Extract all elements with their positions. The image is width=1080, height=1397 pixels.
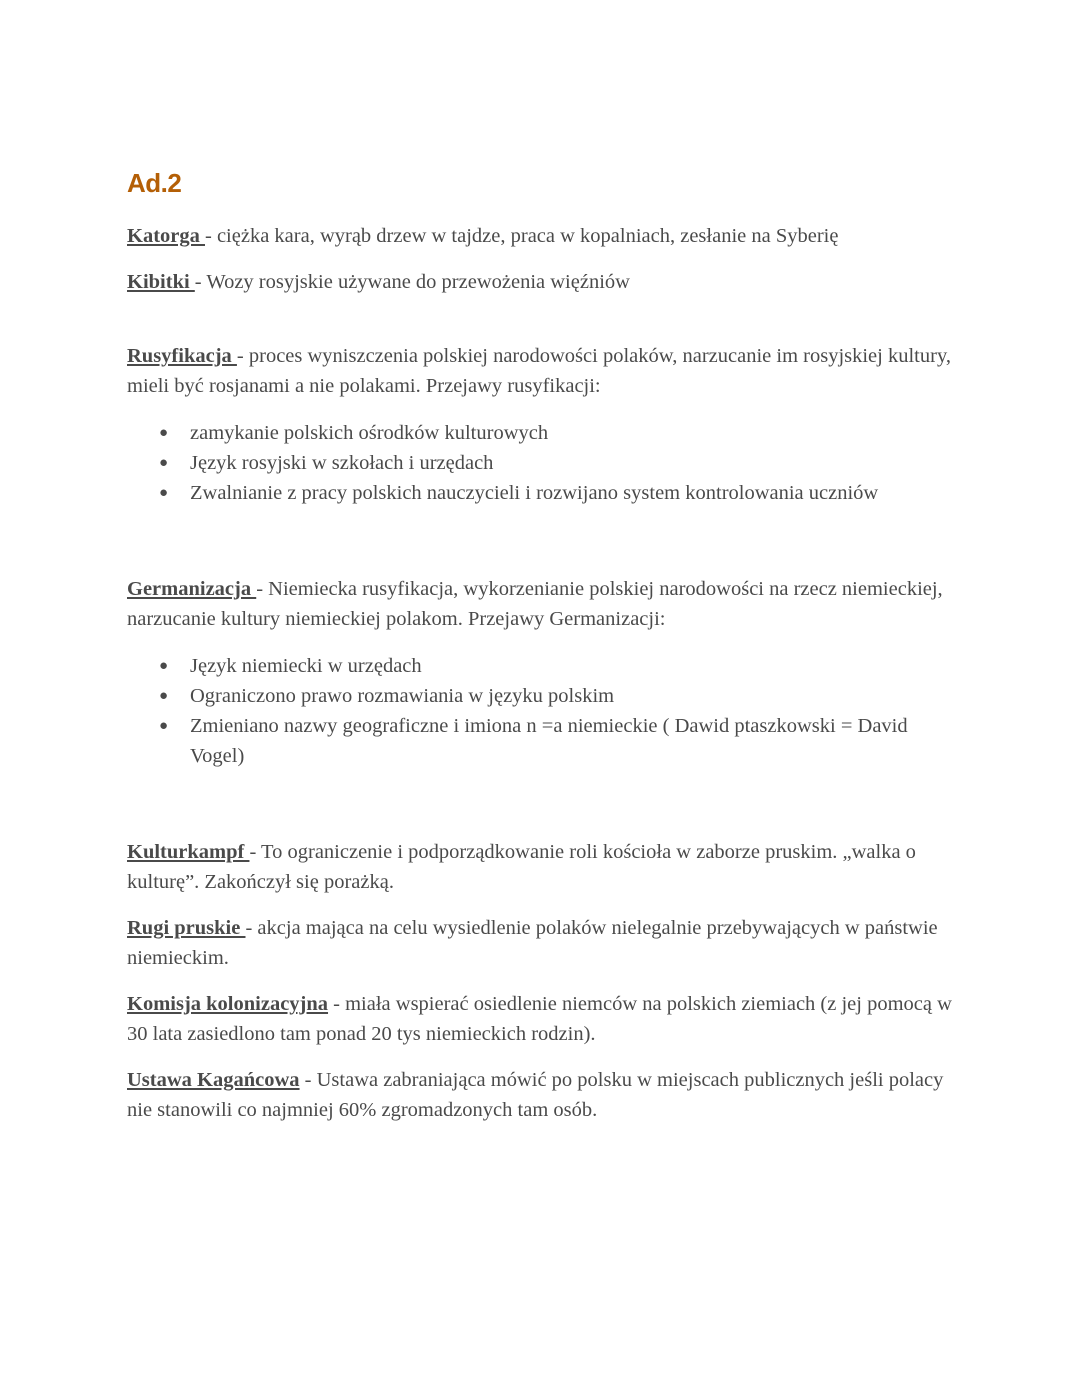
- document-page: [127, 165, 952, 1125]
- definition-text: - Niemiecka rusyfikacja, wykorzenianie polskiej narodowości na rzecz niemieckiej, narzucanie kultury niemieckiej polakom. Przejawy Germanizacji:: [127, 578, 943, 630]
- bullet-icon: ●: [159, 455, 169, 471]
- term-kulturkampf: Kulturkampf: [127, 841, 250, 863]
- bullet-icon: ●: [159, 658, 169, 674]
- definition-text: - ciężka kara, wyrąb drzew w tajdze, praca w kopalniach, zesłanie na Syberię: [205, 225, 839, 247]
- term-germanizacja: Germanizacja: [127, 578, 257, 600]
- list-item: [159, 681, 952, 711]
- definition-kibitki: [127, 267, 952, 297]
- definition-text: - akcja mająca na celu wysiedlenie polaków nielegalnie przebywających w państwie niemieckim.: [127, 917, 938, 969]
- bullet-icon: ●: [159, 485, 169, 501]
- term-kibitki: Kibitki: [127, 271, 195, 293]
- definition-text: - To ograniczenie i podporządkowanie roli kościoła w zaborze pruskim. „walka o kulturę”. Zakończył się porażką.: [127, 841, 916, 893]
- list-item-text: Zmieniano nazwy geograficzne i imiona n =a niemieckie ( Dawid ptaszkowski = David Vogel): [190, 715, 908, 767]
- list-item-text: Język rosyjski w szkołach i urzędach: [190, 452, 494, 474]
- term-rugi-pruskie: Rugi pruskie: [127, 917, 246, 939]
- definition-ustawa-kaganowa: [127, 1065, 952, 1125]
- list-item-text: Ograniczono prawo rozmawiania w języku polskim: [190, 685, 615, 707]
- bullet-icon: ●: [159, 688, 169, 704]
- term-ustawa-kaganowa: Ustawa Kagańcowa: [127, 1069, 300, 1091]
- term-katorga: Katorga: [127, 225, 205, 247]
- definition-kulturkampf: [127, 837, 952, 897]
- list-item: [159, 711, 952, 771]
- term-komisja-kolonizacyjna: Komisja kolonizacyjna: [127, 993, 329, 1015]
- definition-text: - Wozy rosyjskie używane do przewożenia więźniów: [194, 271, 630, 293]
- definition-komisja-kolonizacyjna: [127, 989, 952, 1049]
- definition-rusyfikacja: [127, 341, 952, 401]
- definition-rugi-pruskie: [127, 913, 952, 973]
- bullet-icon: ●: [159, 718, 169, 734]
- list-item: [159, 478, 952, 508]
- definition-katorga: [127, 221, 952, 251]
- germanizacja-list: [127, 651, 952, 771]
- definition-germanizacja: [127, 574, 952, 634]
- definition-text: - miała wspierać osiedlenie niemców na polskich ziemiach (z jej pomocą w 30 lata zasiedlono tam ponad 20 tys niemieckich rodzin).: [127, 993, 952, 1045]
- bullet-icon: ●: [159, 425, 169, 441]
- list-item-text: Język niemiecki w urzędach: [190, 655, 422, 677]
- definition-text: - proces wyniszczenia polskiej narodowości polaków, narzucanie im rosyjskiej kultury, mieli być rosjanami a nie polakami. Przejawy rusyfikacji:: [127, 345, 951, 397]
- definition-text: - Ustawa zabraniająca mówić po polsku w miejscach publicznych jeśli polacy nie stanowili co najmniej 60% zgromadzonych tam osób.: [127, 1069, 944, 1121]
- rusyfikacja-list: [127, 418, 952, 508]
- list-item: [159, 418, 952, 448]
- list-item-text: Zwalnianie z pracy polskich nauczycieli i rozwijano system kontrolowania uczniów: [190, 482, 879, 504]
- list-item: [159, 651, 952, 681]
- list-item: [159, 448, 952, 478]
- section-heading: Ad.2: [127, 168, 182, 198]
- term-rusyfikacja: Rusyfikacja: [127, 345, 237, 367]
- list-item-text: zamykanie polskich ośrodków kulturowych: [190, 422, 549, 444]
